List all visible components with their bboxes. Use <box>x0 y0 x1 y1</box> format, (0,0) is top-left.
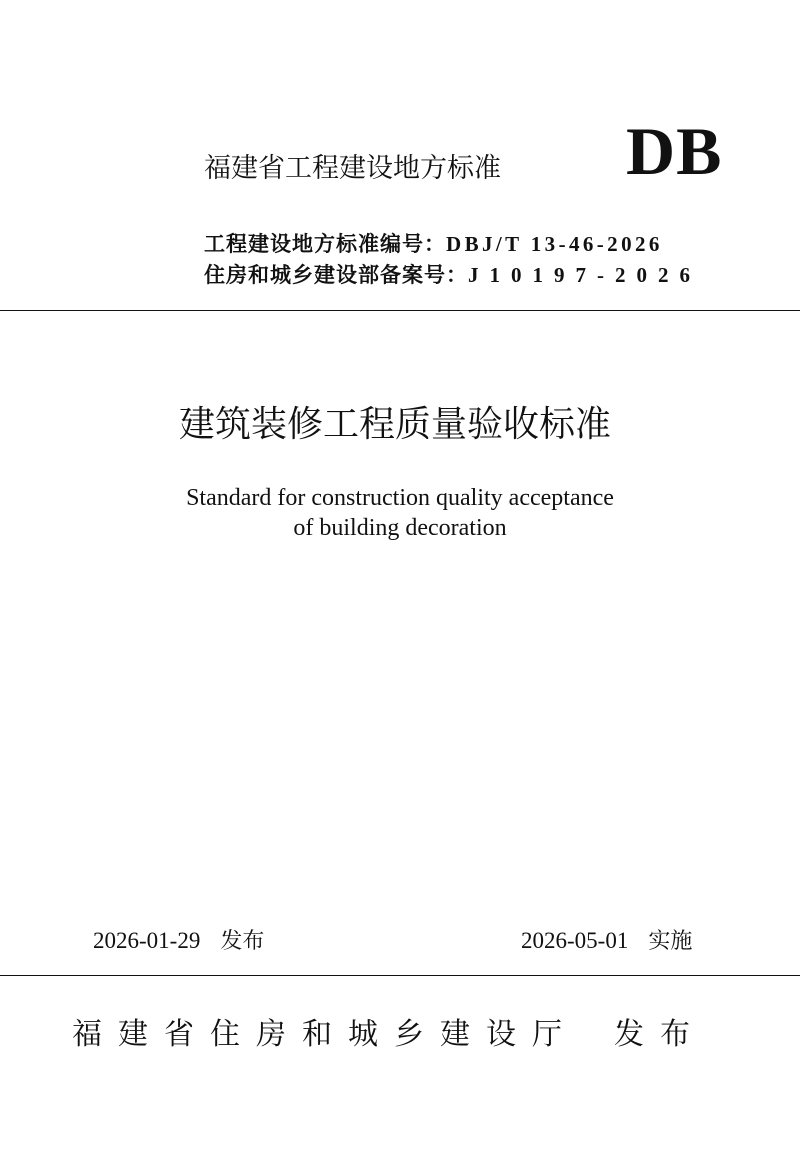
implement-date: 2026-05-01 <box>521 928 629 953</box>
publisher-row <box>72 1009 706 1053</box>
publisher-name: 福建省住房和城乡建设厅 <box>72 1017 578 1052</box>
implement-date-row <box>521 924 692 955</box>
local-standard-number-row <box>204 228 663 258</box>
standard-type-heading: 福建省工程建设地方标准 <box>204 153 501 184</box>
bottom-divider <box>0 975 800 976</box>
local-standard-number-label: 工程建设地方标准编号： <box>204 232 446 256</box>
top-divider <box>0 310 800 311</box>
local-standard-number: DBJ/T 13-46-2026 <box>446 232 663 256</box>
record-number: J10197-2026 <box>468 263 701 287</box>
record-number-row <box>204 259 701 289</box>
implement-label: 实施 <box>648 929 693 954</box>
title-english-line2: of building decoration <box>293 515 507 541</box>
title-chinese: 建筑装修工程质量验收标准 <box>178 404 611 445</box>
record-number-label: 住房和城乡建设部备案号： <box>204 263 468 287</box>
issue-date-row <box>93 924 264 955</box>
issue-date: 2026-01-29 <box>93 928 201 953</box>
db-mark: DB <box>626 113 723 189</box>
publisher-action: 发布 <box>614 1017 706 1052</box>
title-english-line1: Standard for construction quality acceptance <box>186 485 614 511</box>
issue-label: 发布 <box>220 929 265 954</box>
